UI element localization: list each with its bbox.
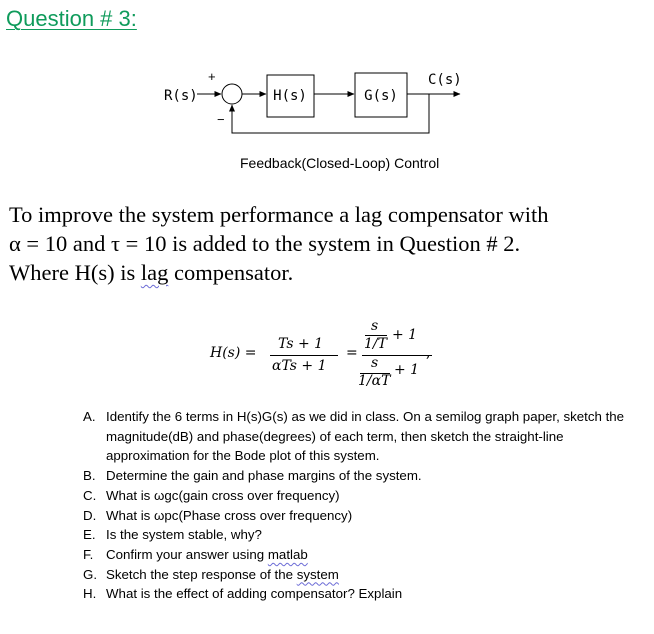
item-text: What is ωpc(Phase cross over frequency) [106,507,353,523]
frac1-numerator: Ts + 1 [278,336,324,352]
item-label: F. [83,546,94,562]
minus-sign: − [217,112,225,127]
list-item [83,466,643,486]
item-text: Is the system stable, why? [106,527,262,543]
formula-comma: , [426,345,431,361]
statement-line-3-suffix: compensator. [168,260,294,285]
diagram-caption: Feedback(Closed-Loop) Control [240,155,440,171]
item-text: Confirm your answer using [106,546,268,562]
item-label: G. [83,566,98,582]
lag-word: lag [140,260,169,285]
block-h-label: H(s) [273,88,307,104]
item-label: C. [83,487,97,503]
den-plus-one: + 1 [394,362,420,378]
list-item [83,525,643,545]
plus-sign: + [208,69,216,84]
statement-line-3 [9,258,645,287]
summing-junction [222,84,242,104]
frac1-denominator: αTs + 1 [272,358,327,374]
item-text: Determine the gain and phase margins of the system. [106,468,422,484]
formula-equals: = [346,345,358,361]
item-label: A. [83,409,96,424]
task-list [83,407,643,604]
item-label: B. [83,468,96,484]
statement-line-1: To improve the system performance a lag compensator with [9,202,549,227]
output-label: C(s) [428,72,462,88]
matlab-word: matlab [267,546,308,562]
frac1-bar [270,355,338,356]
formula-lhs: H(s) = [210,345,257,361]
num-plus-one: + 1 [392,327,418,343]
statement-line-3-prefix: Where H(s) is [9,260,141,285]
list-item [83,584,643,604]
problem-statement [9,200,645,287]
item-label: D. [83,507,97,523]
block-diagram [0,0,654,180]
den-inner-den: 1/αT [358,373,391,389]
system-word: system [296,566,339,582]
list-item [83,545,643,565]
item-label: H. [83,586,97,602]
list-item [83,565,643,585]
item-text: Identify the 6 terms in H(s)G(s) as we did in class. On a semilog graph paper, sketch the magnitude(dB) and phase(degrees) of each term, then sketch the straight-line approximation for the Bode plot of this system. [106,409,625,464]
statement-line-2: α = 10 and τ = 10 is added to the system in Question # 2. [9,231,521,256]
num-s: s [371,318,379,334]
item-text: Sketch the step response of the [106,566,297,582]
input-label: R(s) [164,88,198,104]
block-g-label: G(s) [364,88,398,104]
question-heading: Question # 3: [6,6,137,31]
list-item [83,407,643,466]
list-item [83,486,643,506]
item-text: What is ωgc(gain cross over frequency) [106,487,340,503]
list-item [83,506,643,526]
item-text: What is the effect of adding compensator? Explain [106,586,403,602]
den-s: s [371,355,379,371]
item-label: E. [83,527,96,543]
num-inner-den: 1/T [364,336,387,352]
